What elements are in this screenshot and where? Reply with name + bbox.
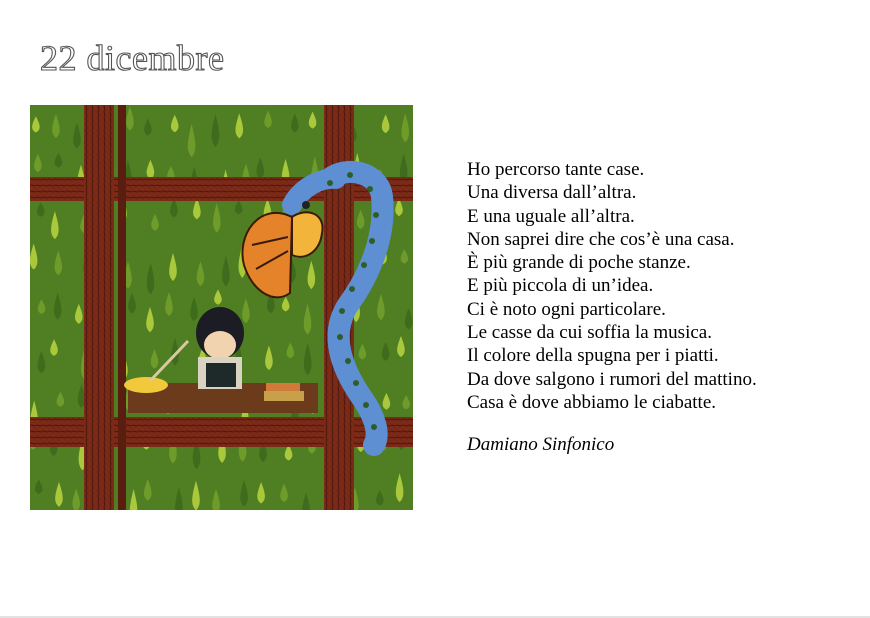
lizard-spot [371, 424, 377, 430]
lizard-spot [339, 308, 345, 314]
frame-post [118, 105, 126, 510]
poem-line: Le casse da cui soffia la musica. [467, 322, 712, 344]
poem-line: Il colore della spugna per i piatti. [467, 345, 719, 367]
poem-line: Casa è dove abbiamo le ciabatte. [467, 391, 717, 413]
poem-line: Da dove salgono i rumori del mattino. [467, 368, 757, 390]
lizard-spot [353, 380, 359, 386]
lizard-spot [347, 172, 353, 178]
poem-line: Una diversa dall’altra. [467, 182, 637, 204]
lizard-spot [367, 186, 373, 192]
lizard-spot [373, 212, 379, 218]
lizard-spot [337, 334, 343, 340]
lizard-spot [363, 402, 369, 408]
poem-line: Non saprei dire che cos’è una casa. [467, 228, 735, 250]
lizard-spot [369, 238, 375, 244]
frame-post [84, 105, 114, 510]
poem-line: E più piccola di un’idea. [467, 275, 654, 297]
page-title: 22 dicembre [40, 38, 225, 78]
poem-line: È più grande di poche stanze. [467, 252, 691, 274]
poem-line: Ci è noto ogni particolare. [467, 298, 666, 320]
books [266, 383, 300, 391]
poem-line: E una uguale all’altra. [467, 205, 635, 227]
lizard-spot [327, 180, 333, 186]
books [264, 391, 304, 401]
poem [467, 158, 757, 414]
illustration [30, 105, 413, 510]
child-figure [196, 307, 244, 389]
lizard-spot [349, 286, 355, 292]
poem-author: Damiano Sinfonico [467, 434, 615, 455]
poem-line: Ho percorso tante case. [467, 159, 645, 180]
lizard-spot [345, 358, 351, 364]
lizard-spot [361, 262, 367, 268]
